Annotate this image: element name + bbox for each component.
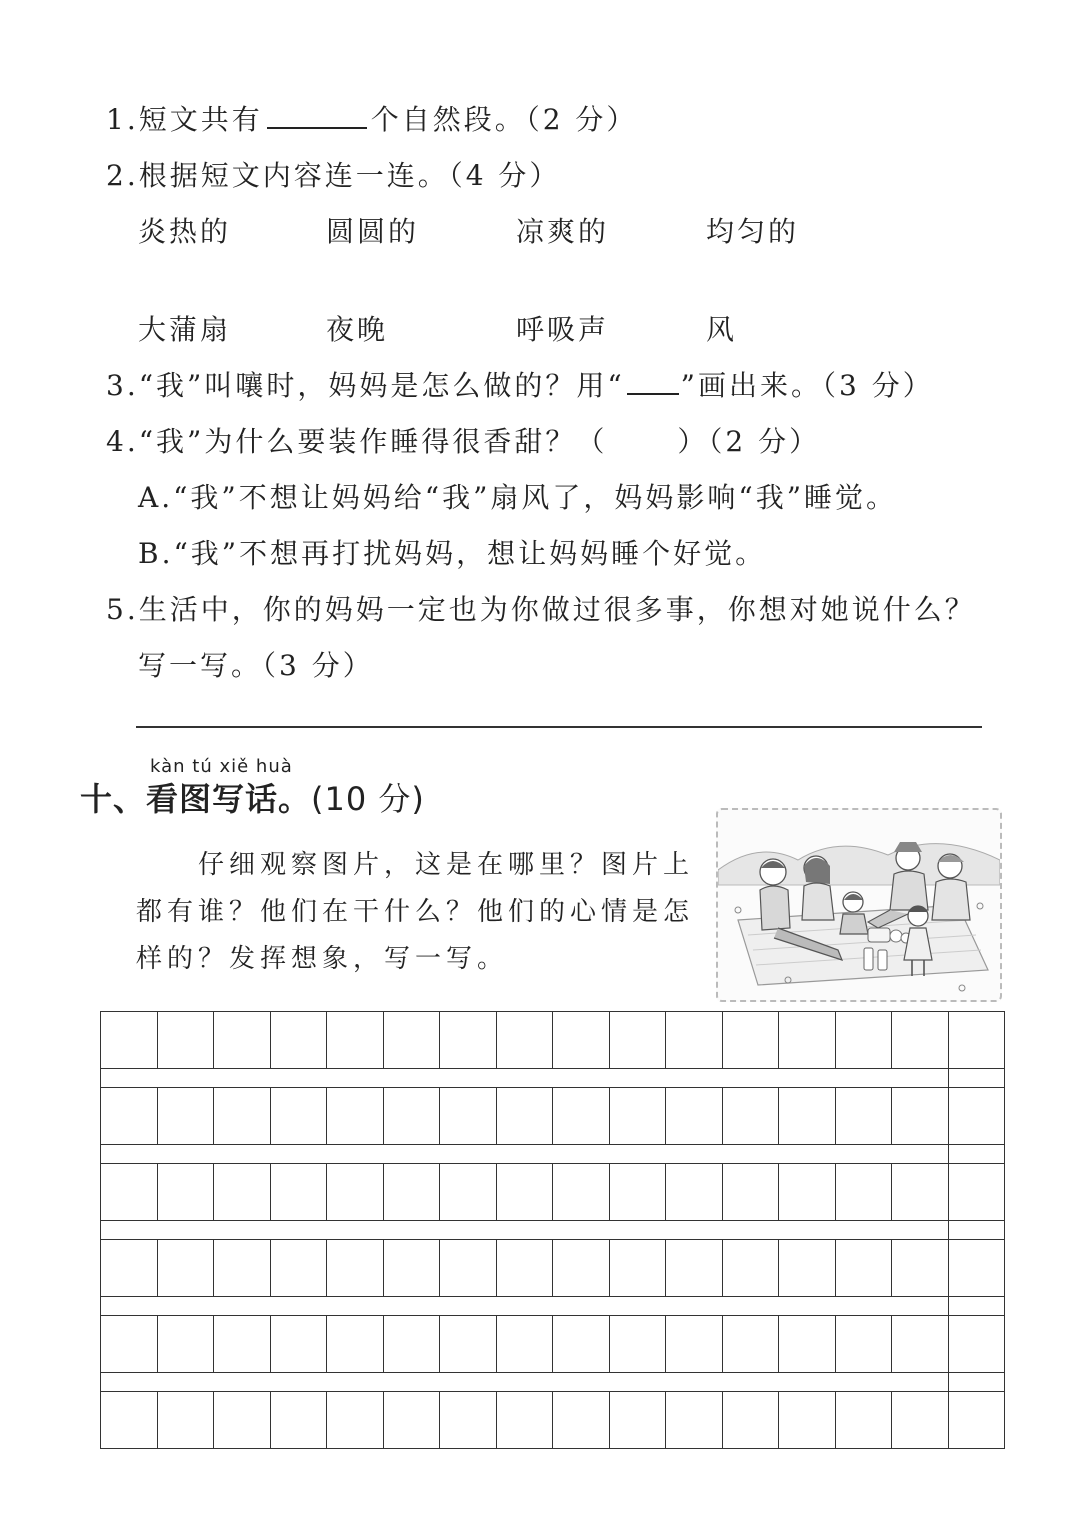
- question-2: 2.根据短文内容连一连。（4 分）: [106, 159, 561, 192]
- question-1-suffix: 个自然段。（2 分）: [370, 103, 638, 136]
- question-3-suffix: ”画出来。（3 分）: [680, 369, 934, 402]
- grid-cell[interactable]: [384, 1392, 441, 1448]
- grid-cell[interactable]: [214, 1240, 271, 1296]
- grid-cell[interactable]: [892, 1088, 949, 1144]
- grid-cell[interactable]: [271, 1316, 328, 1372]
- grid-cell[interactable]: [949, 1316, 1005, 1372]
- grid-cell[interactable]: [553, 1392, 610, 1448]
- grid-cell[interactable]: [610, 1012, 667, 1068]
- question-4-suffix: ）（2 分）: [677, 425, 821, 458]
- option-a[interactable]: A.“我”不想让妈妈给“我”扇风了，妈妈影响“我”睡觉。: [138, 481, 898, 514]
- grid-cell[interactable]: [949, 1392, 1005, 1448]
- grid-cell[interactable]: [779, 1164, 836, 1220]
- grid-cell[interactable]: [723, 1012, 780, 1068]
- grid-cell[interactable]: [440, 1392, 497, 1448]
- grid-cell[interactable]: [214, 1088, 271, 1144]
- grid-cell[interactable]: [666, 1392, 723, 1448]
- grid-cell[interactable]: [101, 1164, 158, 1220]
- section-pinyin: kàn tú xiě huà: [150, 756, 293, 777]
- section-title: 看图写话。: [146, 780, 312, 818]
- grid-cell[interactable]: [327, 1392, 384, 1448]
- grid-row[interactable]: [100, 1087, 1005, 1145]
- grid-row[interactable]: [100, 1239, 1005, 1297]
- match-bottom-item[interactable]: 风: [706, 313, 738, 346]
- grid-cell[interactable]: [779, 1012, 836, 1068]
- match-bottom-item[interactable]: 大蒲扇: [138, 313, 232, 346]
- grid-cell[interactable]: [214, 1164, 271, 1220]
- picnic-scene-icon: [718, 810, 1000, 1000]
- grid-cell[interactable]: [384, 1316, 441, 1372]
- grid-cell[interactable]: [327, 1164, 384, 1220]
- grid-row[interactable]: [100, 1163, 1005, 1221]
- grid-cell[interactable]: [836, 1316, 893, 1372]
- grid-cell[interactable]: [440, 1088, 497, 1144]
- grid-row[interactable]: [100, 1315, 1005, 1373]
- grid-cell[interactable]: [158, 1316, 215, 1372]
- grid-cell[interactable]: [384, 1164, 441, 1220]
- grid-cell[interactable]: [723, 1088, 780, 1144]
- grid-cell[interactable]: [101, 1392, 158, 1448]
- section-heading: [80, 774, 425, 820]
- section-score: (10 分): [311, 780, 425, 818]
- grid-spacer: [100, 1373, 1005, 1391]
- grid-cell[interactable]: [271, 1088, 328, 1144]
- grid-cell[interactable]: [892, 1240, 949, 1296]
- grid-cell[interactable]: [101, 1240, 158, 1296]
- grid-cell[interactable]: [779, 1088, 836, 1144]
- grid-cell[interactable]: [440, 1164, 497, 1220]
- grid-cell[interactable]: [384, 1240, 441, 1296]
- grid-cell[interactable]: [949, 1240, 1005, 1296]
- grid-cell[interactable]: [892, 1316, 949, 1372]
- grid-cell[interactable]: [610, 1088, 667, 1144]
- question-5-continued: 写一写。（3 分）: [138, 649, 374, 682]
- family-picnic-illustration: [716, 808, 1002, 1002]
- grid-cell[interactable]: [384, 1088, 441, 1144]
- grid-cell[interactable]: [497, 1012, 554, 1068]
- question-3-prefix: 3.“我”叫嚷时，妈妈是怎么做的？用“: [106, 369, 625, 402]
- match-top-item[interactable]: 均匀的: [706, 215, 800, 248]
- grid-cell[interactable]: [949, 1012, 1005, 1068]
- grid-cell[interactable]: [779, 1240, 836, 1296]
- grid-cell[interactable]: [666, 1164, 723, 1220]
- grid-cell[interactable]: [158, 1164, 215, 1220]
- grid-spacer: [100, 1069, 1005, 1087]
- grid-cell[interactable]: [158, 1240, 215, 1296]
- grid-cell[interactable]: [779, 1392, 836, 1448]
- writing-grid[interactable]: [100, 1011, 1005, 1449]
- grid-cell[interactable]: [440, 1240, 497, 1296]
- grid-spacer: [100, 1221, 1005, 1239]
- grid-cell[interactable]: [214, 1316, 271, 1372]
- grid-cell[interactable]: [327, 1240, 384, 1296]
- grid-cell[interactable]: [666, 1240, 723, 1296]
- grid-cell[interactable]: [949, 1164, 1005, 1220]
- grid-cell[interactable]: [271, 1012, 328, 1068]
- grid-cell[interactable]: [271, 1392, 328, 1448]
- grid-spacer: [100, 1145, 1005, 1163]
- grid-cell[interactable]: [836, 1164, 893, 1220]
- grid-cell[interactable]: [836, 1392, 893, 1448]
- option-b[interactable]: B.“我”不想再打扰妈妈，想让妈妈睡个好觉。: [138, 537, 767, 570]
- grid-cell[interactable]: [666, 1088, 723, 1144]
- question-3: [106, 364, 934, 404]
- grid-cell[interactable]: [101, 1316, 158, 1372]
- grid-cell[interactable]: [553, 1316, 610, 1372]
- question-1-prefix: 1.短文共有: [106, 103, 263, 136]
- grid-cell[interactable]: [553, 1088, 610, 1144]
- grid-cell[interactable]: [610, 1164, 667, 1220]
- grid-cell[interactable]: [327, 1088, 384, 1144]
- grid-cell[interactable]: [723, 1240, 780, 1296]
- match-top-item[interactable]: 炎热的: [138, 215, 232, 248]
- question-4: [106, 420, 820, 460]
- grid-cell[interactable]: [101, 1012, 158, 1068]
- grid-cell[interactable]: [497, 1316, 554, 1372]
- question-4-prefix: 4.“我”为什么要装作睡得很香甜？（: [106, 425, 608, 458]
- grid-cell[interactable]: [610, 1240, 667, 1296]
- grid-cell[interactable]: [553, 1164, 610, 1220]
- grid-cell[interactable]: [271, 1240, 328, 1296]
- grid-cell[interactable]: [440, 1012, 497, 1068]
- grid-cell[interactable]: [384, 1012, 441, 1068]
- grid-cell[interactable]: [949, 1088, 1005, 1144]
- grid-cell[interactable]: [723, 1164, 780, 1220]
- grid-spacer: [100, 1297, 1005, 1315]
- grid-row[interactable]: [100, 1011, 1005, 1069]
- grid-cell[interactable]: [836, 1088, 893, 1144]
- match-top-item[interactable]: 凉爽的: [516, 215, 610, 248]
- grid-cell[interactable]: [214, 1392, 271, 1448]
- section-number: 十、: [80, 780, 147, 818]
- grid-cell[interactable]: [497, 1392, 554, 1448]
- match-top-item[interactable]: 圆圆的: [326, 215, 420, 248]
- grid-cell[interactable]: [497, 1164, 554, 1220]
- question-5: 5.生活中，你的妈妈一定也为你做过很多事，你想对她说什么？: [106, 593, 976, 626]
- grid-cell[interactable]: [158, 1088, 215, 1144]
- grid-cell[interactable]: [836, 1240, 893, 1296]
- grid-cell[interactable]: [892, 1164, 949, 1220]
- grid-cell[interactable]: [158, 1392, 215, 1448]
- match-bottom-item[interactable]: 夜晚: [326, 313, 389, 346]
- paragraph-count-blank[interactable]: [267, 101, 367, 129]
- grid-cell[interactable]: [610, 1392, 667, 1448]
- grid-cell[interactable]: [610, 1316, 667, 1372]
- grid-row[interactable]: [100, 1391, 1005, 1449]
- question-1: [106, 98, 637, 138]
- grid-cell[interactable]: [271, 1164, 328, 1220]
- grid-cell[interactable]: [892, 1392, 949, 1448]
- grid-cell[interactable]: [327, 1012, 384, 1068]
- match-bottom-item[interactable]: 呼吸声: [516, 313, 610, 346]
- grid-cell[interactable]: [158, 1012, 215, 1068]
- underline-marker: [627, 371, 679, 395]
- grid-cell[interactable]: [779, 1316, 836, 1372]
- grid-cell[interactable]: [723, 1316, 780, 1372]
- grid-cell[interactable]: [497, 1088, 554, 1144]
- grid-cell[interactable]: [666, 1316, 723, 1372]
- grid-cell[interactable]: [836, 1012, 893, 1068]
- grid-cell[interactable]: [214, 1012, 271, 1068]
- grid-cell[interactable]: [553, 1012, 610, 1068]
- grid-cell[interactable]: [440, 1316, 497, 1372]
- grid-cell[interactable]: [892, 1012, 949, 1068]
- grid-cell[interactable]: [666, 1012, 723, 1068]
- answer-line[interactable]: [136, 726, 982, 728]
- grid-cell[interactable]: [553, 1240, 610, 1296]
- grid-cell[interactable]: [723, 1392, 780, 1448]
- grid-cell[interactable]: [497, 1240, 554, 1296]
- picture-prompt: 仔细观察图片，这是在哪里？图片上都有谁？他们在干什么？他们的心情是怎样的？发挥想象，写一写。: [136, 850, 695, 974]
- grid-cell[interactable]: [101, 1088, 158, 1144]
- grid-cell[interactable]: [327, 1316, 384, 1372]
